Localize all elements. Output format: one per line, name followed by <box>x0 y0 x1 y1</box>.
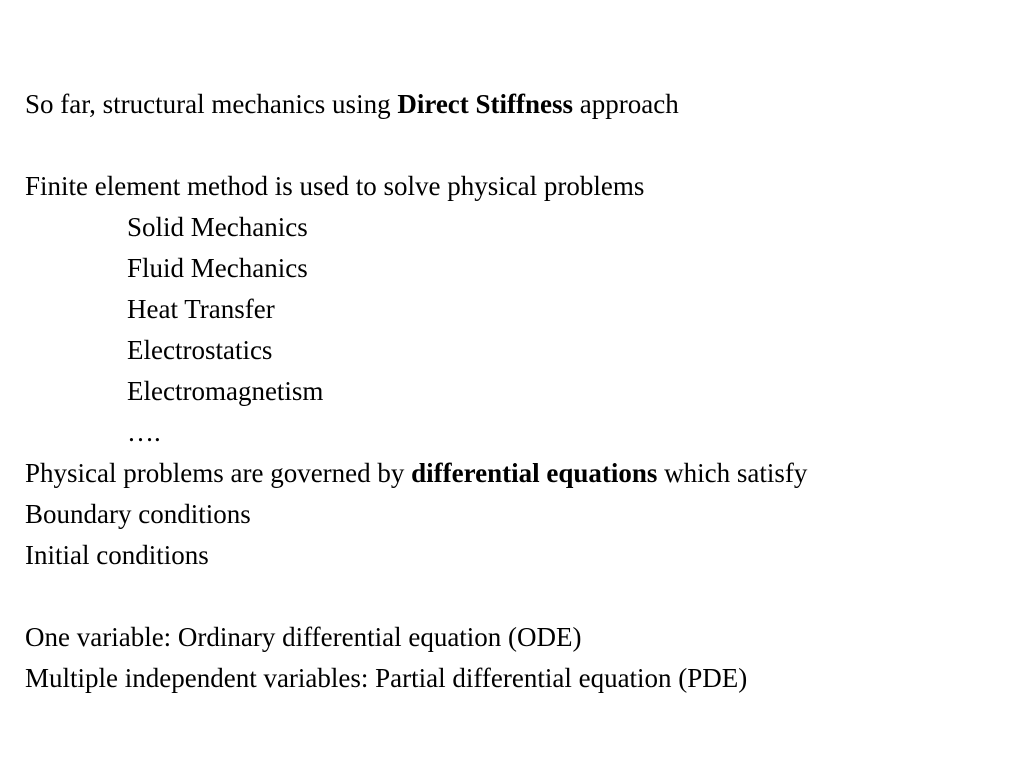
condition-boundary: Boundary conditions <box>25 499 251 529</box>
governed-bold-term: differential equations <box>411 458 658 488</box>
ode-line: One variable: Ordinary differential equation (ODE) <box>25 622 582 652</box>
intro-text: So far, structural mechanics using <box>25 89 398 119</box>
problem-item-fluid: Fluid Mechanics <box>127 253 308 283</box>
problem-item-solid: Solid Mechanics <box>127 212 308 242</box>
intro-bold-term: Direct Stiffness <box>397 89 574 119</box>
problem-item-electromagnetism: Electromagnetism <box>127 376 324 406</box>
intro-line <box>25 88 679 120</box>
pde-line: Multiple independent variables: Partial differential equation (PDE) <box>25 663 748 693</box>
problem-item-ellipsis: …. <box>127 417 161 447</box>
fem-statement: Finite element method is used to solve physical problems <box>25 171 645 201</box>
problem-item-heat: Heat Transfer <box>127 294 275 324</box>
governed-text: Physical problems are governed by <box>25 458 412 488</box>
intro-text-end: approach <box>573 89 679 119</box>
governed-text-end: which satisfy <box>657 458 808 488</box>
governed-line <box>25 457 807 489</box>
problem-item-electrostatics: Electrostatics <box>127 335 273 365</box>
condition-initial: Initial conditions <box>25 540 209 570</box>
